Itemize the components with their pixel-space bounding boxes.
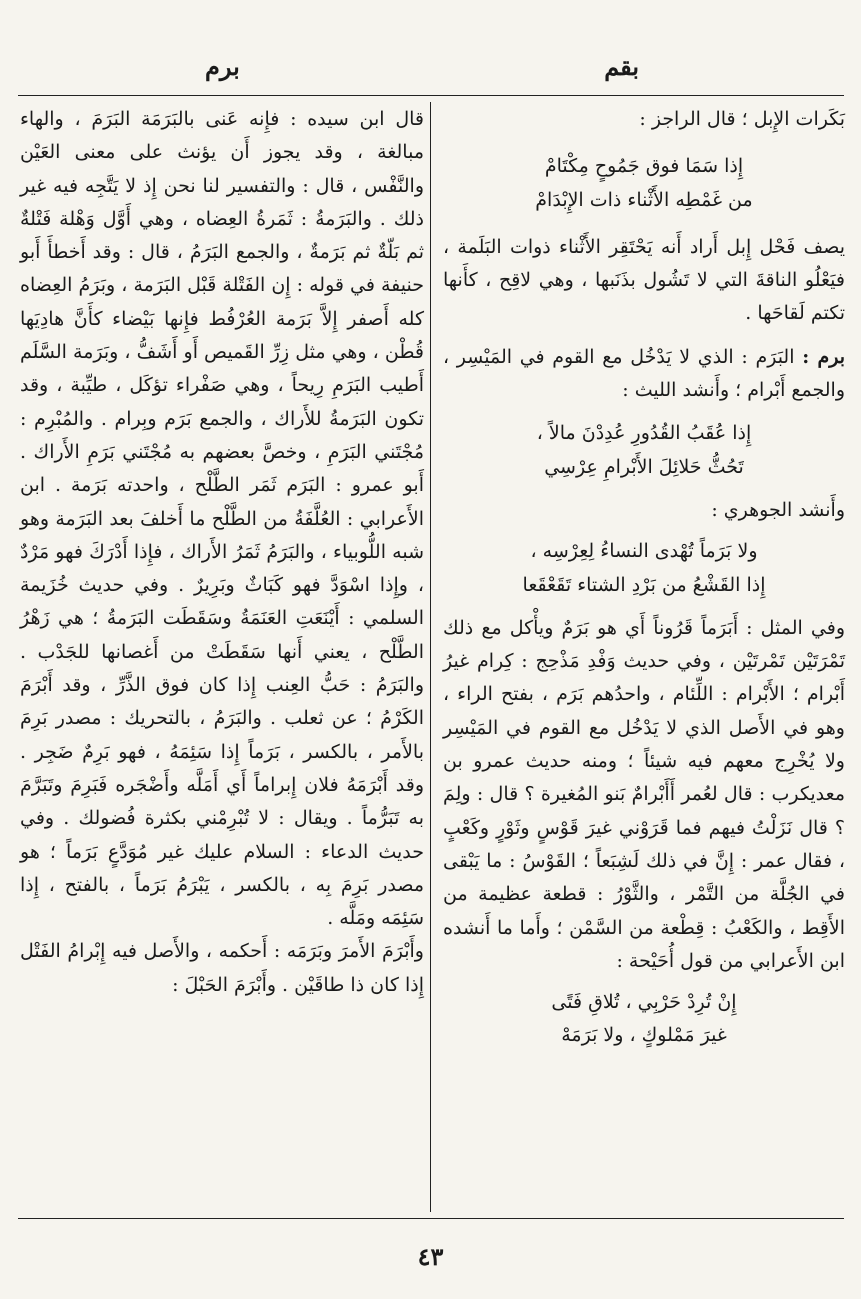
spacer: [443, 331, 845, 341]
right-paragraph-1: بَكَرات الإِبل ؛ قال الراجز :: [639, 108, 845, 130]
right-paragraph-5: وفي المثل : أَبَرَماً قَرُوناً أَي هو بَرَمٌ ويأْكل مع ذلك تَمْرَتَيْن تَمْرتَيْن ، وفي حديث وَفْدِ مَذْحِج : كِرام غيرُ أَبْرام ؛ الأَبْرام : اللِّئام ، واحدُهم بَرَم ، بفتح الراء ، وهو في الأَصل الذي لا يَدْخُل مع القوم في المَيْسِر ولا يُخْرِج معهم فيه شيئاً ؛ ومنه حديث عمرو بن معديكرب : قال لعُمر أَأَبْرامٌ بَنو المُغيرة ؟ قال : ولِمَ ؟ قال نَزَلْتُ فيهم فما قَرَوْني غيرَ قَوْسٍ وثَوْرٍ وكَعْبٍ ، فقال عمر : إِنَّ في ذلك لَشِبَعاً ؛ القَوْسُ : ما يَبْقى في الجُلَّة من التَّمْر ، والثَّوْرُ : قطعة عظيمة من الأَقِط ، والكَعْبُ : قِطْعة من السَّمْن ؛ وأَما ما أَنشده ابن الأَعرابي من قول أُحَيْحة :: [443, 616, 845, 972]
right-paragraph-4: وأَنشد الجوهري :: [711, 498, 845, 521]
right-paragraph-2: يصف فَحْل إِبل أَراد أَنه يَحْتَقِر الأَثْناء ذوات البَلَمة ، فيَعْلُو الناقةَ التي لا تَشُول بذَنَبها ، وهي لاقِح ، كأَنها تكتم لَقاحَها .: [443, 235, 845, 325]
left-running-headword: برم: [205, 52, 240, 81]
left-column: [20, 103, 424, 1002]
page-number: ٤٣: [417, 1242, 444, 1271]
spacer: [443, 484, 845, 494]
spacer: [443, 527, 845, 535]
left-paragraph-1: قال ابن سيده : فإِنه عَنى بالبَرَمَة البَرَمَ ، والهاء مبالغة ، وقد يجوز أَن يؤنث على معنى العَيْن والنَّفْس ، قال : والتفسير لنا نحن إِذ لا يَتَّجِه فيه غير ذلك . والبَرَمةُ : ثَمَرةُ العِضاه ، وهي أَوَّل وَهْلة فَتْلةٌ ثم بَلّةٌ ثم بَرَمةٌ ، والجمع البَرَمُ ، قال : وقد أَخطأَ أَبو حنيفة في قوله : إِن الفَتْلة قَبْل البَرَمة ، وبَرَمُ العِضاه كله أَصفر إِلاَّ بَرَمة العُرْفُط فإِنها بَيْضاء كأَنَّ هادِيَها قُطْن ، وهي مثل زِرِّ القَميص أَو أَشَفُّ ، وبَرَمة السَّلَم أَطيب البَرَمِ رِيحاً ، وهي صَفْراء تؤكَل ، طيِّبة ، وقد تكون البَرَمةُ للأَراك ، والجمع بَرَم وبِرام . والمُبْرِم : مُجْتَني البَرَمِ ، وخصَّ بعضهم به مُجْتَني بَرَمِ الأَراك . أَبو عمرو : البَرَم ثَمَر الطَّلْح ، واحدته بَرَمة . ابن الأَعرابي : العُلَّفَةُ من الطَّلْح ما أَخلفَ بعد البَرَمة وهو شبه اللُّوبياء ، والبَرَمُ ثَمَرُ الأَراك ، فإِذا أَدْرَكَ فهو مَرْدٌ ، وإِذا اسْوَدَّ فهو كَبَاثٌ وبَرِيرٌ . وفي حديث خُزَيمة السلمي : أَيْنَعَتِ العَنَمَةُ وسَقَطَت البَرَمةُ ؛ هي زَهْرُ الطَّلْح ، يعني أَنها سَقَطَتْ من أَغصانها للجَدْب . والبَرَمُ : حَبُّ العِنب إِذا كان فوق الذَّرِّ ، وقد أَبْرَمَ الكَرْمُ ؛ عن ثعلب . والبَرَمُ ، بالتحريك : مصدر بَرِمَ بالأَمر ، بالكسر ، بَرَماً إِذا سَئِمَهُ ، فهو بَرِمٌ ضَجِر . وقد أَبْرَمَهُ فلان إِبراماً أَي أَمَلَّه وأَضْجَره فَبَرِمَ وتَبَرَّمَ به تَبَرُّماً . ويقال : لا تُبْرِمْني بكثرة فُضولك . وفي حديث الدعاء : السلام عليك غير مُوَدَّعٍ بَرَماً ؛ هو مصدر بَرِمَ بِه ، بالكسر ، يَبْرَمُ بَرَماً ، بالفتح ، إِذا سَئِمَه ومَلَّه .: [20, 108, 424, 930]
column-divider: [430, 102, 431, 1212]
spacer: [443, 978, 845, 986]
verse-2-line-2: تَحُثُّ حَلائِلَ الأَبْرامِ عِرْسِي: [544, 455, 744, 478]
right-running-headword: بقم: [604, 52, 639, 81]
verse-3-line-1: ولا بَرَماً تُهْدى النساءُ لِعِرْسِه ،: [530, 540, 758, 563]
right-column: [443, 103, 845, 1053]
verse-3-line-2: إِذا القَشْعُ من بَرْدِ الشتاء تَقَعْقَعا: [522, 573, 766, 596]
header-rule: [18, 95, 844, 96]
verse-1-line-2: من غَمْطِه الأَثْناء ذات الإِبْدَامْ: [535, 188, 753, 211]
entry-headword: برم :: [802, 345, 845, 368]
verse-4-line-1: إِنْ تُرِدْ حَرْبِي ، تُلاقِ فَتًى: [551, 991, 737, 1014]
footer-rule: [18, 1218, 844, 1219]
verse-1-line-1: إِذا سَمَا فوق جَمُوحٍ مِكْتَامْ: [544, 155, 744, 178]
page-header: [0, 52, 861, 92]
spacer: [443, 136, 845, 150]
verse-4-line-2: غيرَ مَمْلوكٍ ، ولا بَرَمَهْ: [561, 1024, 727, 1047]
spacer: [443, 602, 845, 612]
entry-paragraph: [443, 341, 845, 408]
verse-2-line-1: إِذا عُقَبُ القُدُورِ عُدِدْنَ مالاً ،: [536, 422, 752, 445]
left-paragraph-2: وأَبْرَمَ الأَمرَ وبَرَمَه : أَحكمه ، والأَصل فيه إِبْرامُ الفَتْل إِذا كان ذا طاقَيْن . وأَبْرَمَ الحَبْلَ :: [20, 940, 424, 996]
spacer: [443, 217, 845, 231]
spacer: [443, 407, 845, 417]
right-paragraph-3: البَرَم : الذي لا يَدْخُل مع القوم في المَيْسِر ، والجمع أَبْرام ؛ وأَنشد الليث :: [443, 345, 845, 402]
